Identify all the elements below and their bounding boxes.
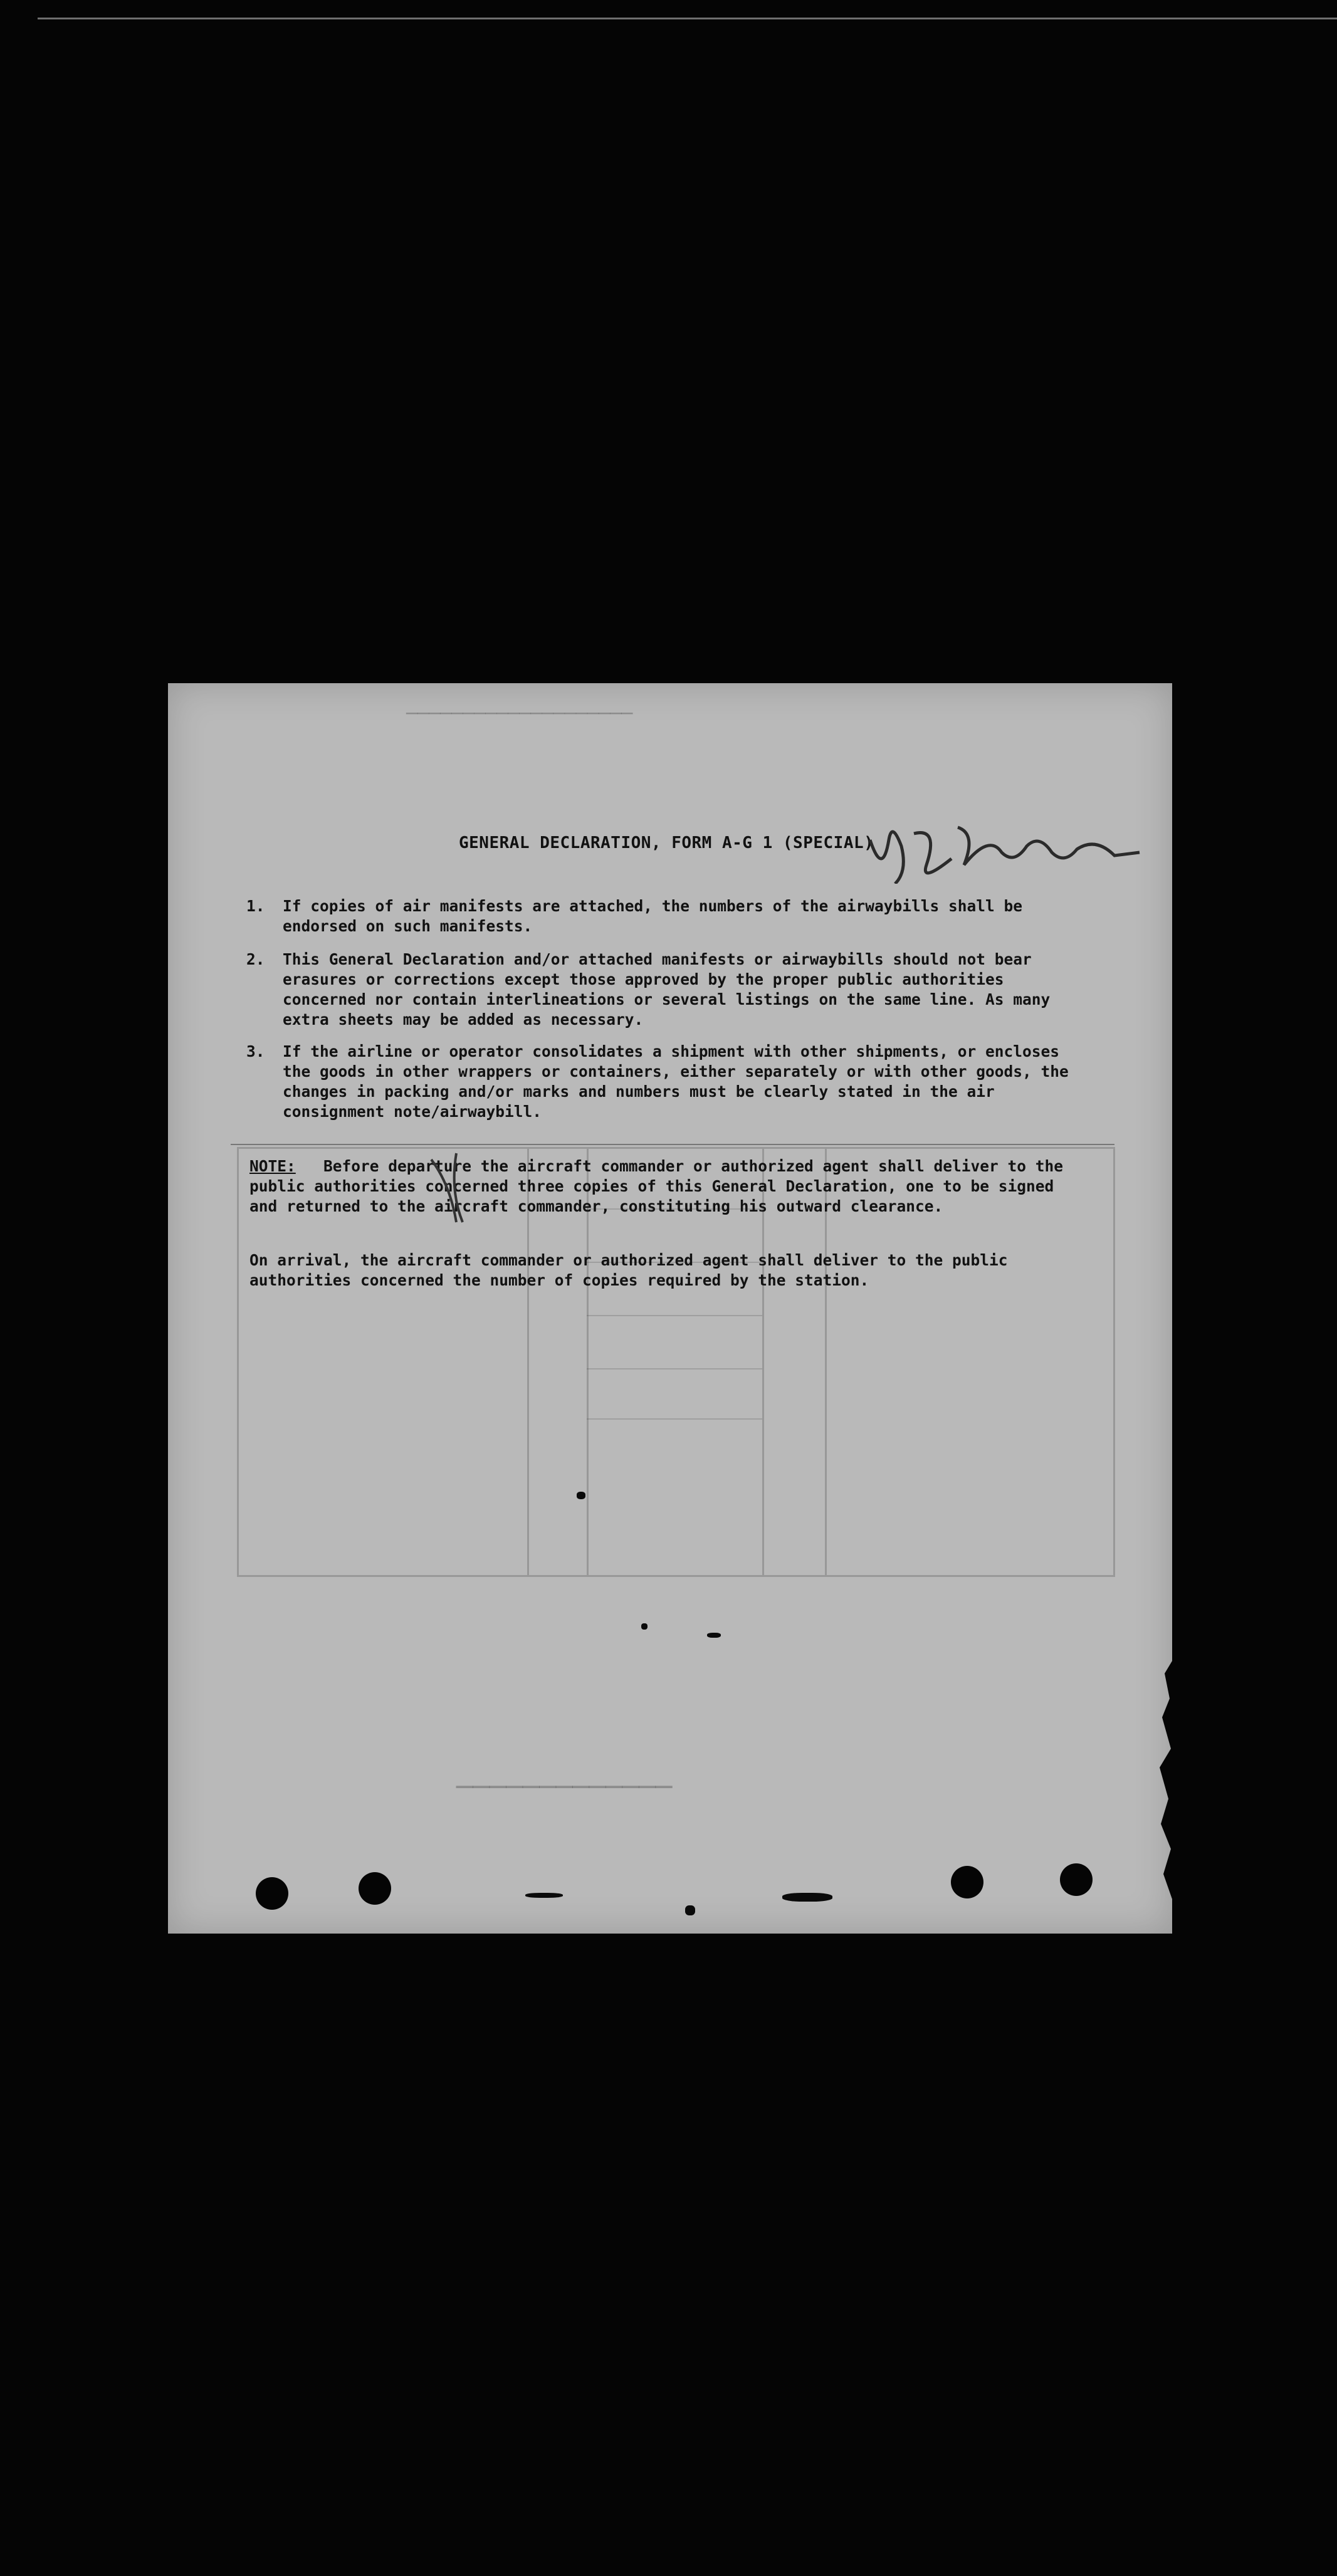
ink-smudge — [641, 1623, 648, 1630]
punch-hole — [256, 1877, 288, 1910]
item-text: This General Declaration and/or attached manifests or airwaybills should not bear erasures or corrections except those approved by the proper public authorities concerned nor contain interlineations or several listings on the same line. As many extra sheets may be added as necessary. — [283, 950, 1051, 1029]
ink-smudge — [685, 1905, 695, 1915]
instruction-item-1 — [246, 896, 1074, 940]
punch-hole — [1060, 1863, 1093, 1896]
punch-hole — [951, 1866, 983, 1898]
ink-smudge — [707, 1633, 721, 1638]
note-box-rule — [231, 1144, 1114, 1145]
ink-smudge — [577, 1492, 585, 1499]
item-number: 3. — [246, 1042, 265, 1060]
note-text: Before departure the aircraft commander or authorized agent shall deliver to the public authorities concerned three copies of this General Declaration, one to be signed and returned to the aircraft commander, constituting his outward clearance. — [249, 1157, 1064, 1215]
note-label: NOTE: — [249, 1157, 296, 1175]
arrival-paragraph: On arrival, the aircraft commander or authorized agent shall deliver to the public authorities concerned the number of copies required by the station. — [249, 1251, 1008, 1289]
bleed-through-footer: ───────────── — [456, 1771, 673, 1803]
punch-hole — [359, 1872, 391, 1905]
item-text: If copies of air manifests are attached, the numbers of the airwaybills shall be endorsed on such manifests. — [283, 897, 1023, 935]
item-text: If the airline or operator consolidates a shipment with other shipments, or encloses the goods in other wrappers or containers, either separately or with other goods, the changes in packing and/or marks and numbers must be clearly stated in the air consignment note/airwaybill. — [283, 1042, 1069, 1121]
page-title: GENERAL DECLARATION, FORM A-G 1 (SPECIAL) — [459, 834, 874, 852]
item-number: 2. — [246, 950, 265, 968]
torn-edge — [1153, 1661, 1172, 1924]
instruction-item-3 — [246, 1042, 1074, 1129]
ink-smudge — [525, 1893, 563, 1898]
handwritten-signature — [864, 815, 1165, 884]
document-page — [168, 683, 1172, 1934]
film-edge-line — [38, 18, 1337, 19]
item-number: 1. — [246, 897, 265, 915]
ink-smudge — [782, 1893, 832, 1902]
bleed-through-header: ──────────────────── — [406, 702, 633, 724]
handwritten-mark — [419, 1147, 494, 1235]
instruction-item-2 — [246, 950, 1074, 1037]
note-paragraph — [249, 1156, 1083, 1217]
